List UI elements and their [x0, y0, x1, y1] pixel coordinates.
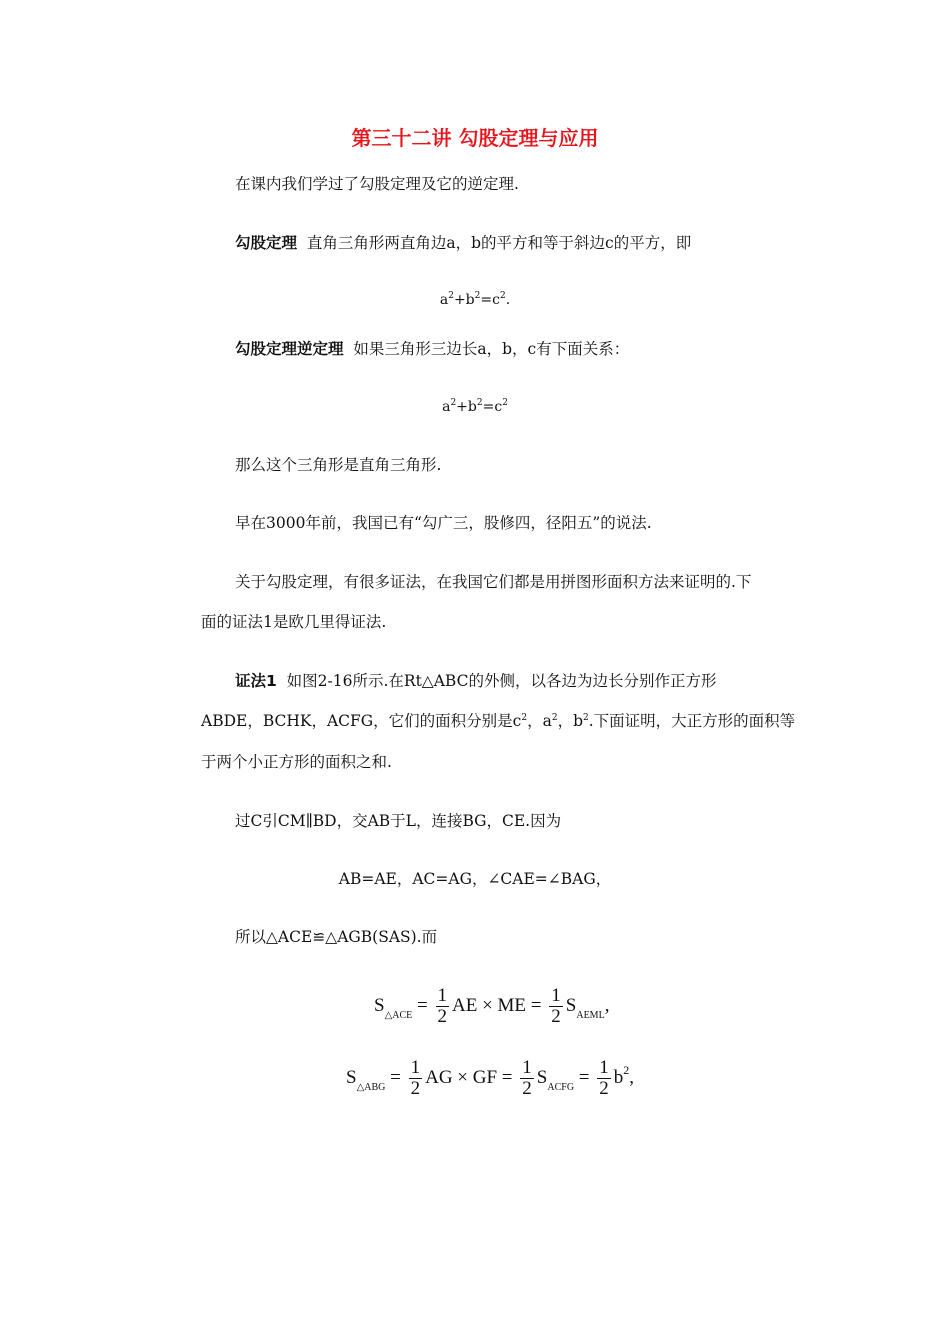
eq2-end: , [629, 1066, 635, 1088]
eq2-frac3-den: 2 [599, 1078, 609, 1099]
formula-1-exp-c: 2 [499, 291, 506, 301]
eq1-equals: = [417, 994, 428, 1016]
eq1-sub-ace: △ACE [384, 1009, 413, 1021]
history-paragraph: 早在3000年前，我国已有“勾广三，股修四，径阳五”的说法. [235, 514, 652, 532]
formula-1-b: +b [453, 292, 475, 308]
equation-1 [374, 986, 609, 1027]
congruence-paragraph: 所以△ACE≌△AGB(SAS).而 [235, 928, 438, 946]
construction-paragraph: 过C引CM∥BD，交AB于L，连接BG，CE.因为 [235, 812, 562, 830]
eq1-s: S [374, 994, 385, 1016]
eq1-frac1-den: 2 [437, 1006, 447, 1027]
eq2-exp: 2 [623, 1062, 630, 1077]
formula-1 [0, 290, 950, 310]
eq2-b: b [613, 1066, 624, 1088]
formula-1-c: =c [480, 292, 500, 308]
formula-2-b: +b [456, 399, 477, 415]
theorem-text: 直角三角形两直角边a，b的平方和等于斜边c的平方，即 [306, 234, 692, 252]
eq2-fraction-2 [520, 1058, 534, 1099]
eq2-frac1-num: 1 [410, 1057, 421, 1078]
converse-paragraph [235, 339, 629, 359]
proof1-line1 [235, 671, 716, 691]
converse-text: 如果三角形三边长a，b，c有下面关系： [353, 340, 630, 358]
eq2-frac2-den: 2 [522, 1078, 532, 1099]
eq2-frac2-num: 1 [522, 1057, 532, 1078]
proof1-line2-b: ，a [527, 712, 552, 730]
eq1-frac2-den: 2 [551, 1006, 561, 1027]
formula-1-a: a [439, 292, 449, 308]
eq1-fraction-1 [436, 986, 450, 1027]
eq2-sub-abg: △ABG [356, 1081, 386, 1093]
formula-1-exp-b: 2 [474, 291, 481, 301]
page-title: 第三十二讲 勾股定理与应用 [351, 126, 599, 150]
proof1-line3: 于两个小正方形的面积之和. [201, 753, 392, 771]
eq1-middle: AE × ME = [452, 994, 542, 1016]
formula-1-end: . [505, 292, 511, 308]
equation-2 [346, 1058, 634, 1099]
proof1-line2-d: .下面证明，大正方形的面积等 [588, 712, 796, 730]
eq2-frac3-num: 1 [599, 1057, 609, 1078]
theorem-label: 勾股定理 [235, 234, 298, 252]
proofs-paragraph-line2: 面的证法1是欧几里得证法. [201, 613, 387, 631]
proof1-line2-c: ，b [557, 712, 583, 730]
formula-2-exp-a: 2 [450, 398, 457, 408]
intro-paragraph: 在课内我们学过了勾股定理及它的逆定理. [235, 175, 519, 193]
eq2-equals: = [390, 1066, 401, 1088]
eq2-middle: AG × GF = [425, 1066, 513, 1088]
proof1-line2 [201, 711, 795, 731]
eq1-end: , [604, 994, 610, 1016]
proof1-line1-text: 如图2-16所示.在Rt△ABC的外侧，以各边为边长分别作正方形 [286, 672, 717, 690]
equalities-line: AB=AE，AC=AG，∠CAE=∠BAG， [338, 870, 612, 888]
eq1-fraction-2 [549, 986, 563, 1027]
eq2-s2: S [536, 1066, 548, 1088]
eq2-frac1-den: 2 [410, 1078, 421, 1099]
eq2-sub-acfg: ACFG [547, 1081, 575, 1093]
proof1-exp-a: 2 [551, 713, 558, 723]
proof1-line2-a: ABDE，BCHK，ACFG，它们的面积分别是c [201, 712, 522, 730]
theorem-paragraph [235, 233, 691, 253]
proofs-paragraph-line1: 关于勾股定理，有很多证法，在我国它们都是用拼图形面积方法来证明的.下 [235, 573, 752, 591]
eq1-s2: S [565, 994, 577, 1016]
proof1-exp-c: 2 [521, 713, 528, 723]
proof1-exp-b: 2 [583, 713, 589, 723]
eq1-frac2-num: 1 [551, 985, 561, 1006]
eq2-fraction-1 [409, 1058, 423, 1099]
formula-2-c: =c [482, 399, 503, 415]
formula-1-exp-a: 2 [448, 291, 454, 301]
proof1-label: 证法1 [235, 672, 277, 690]
formula-2-a: a [442, 399, 451, 415]
eq2-s: S [346, 1066, 357, 1088]
formula-2-exp-b: 2 [476, 398, 483, 408]
eq1-frac1-num: 1 [437, 985, 447, 1006]
eq2-equals-2: = [578, 1066, 590, 1088]
eq2-fraction-3 [597, 1058, 611, 1099]
then-paragraph: 那么这个三角形是直角三角形. [235, 456, 442, 474]
converse-label: 勾股定理逆定理 [235, 340, 344, 358]
formula-2 [0, 397, 950, 417]
formula-2-exp-c: 2 [502, 398, 508, 408]
eq1-sub-aeml: AEML [576, 1009, 605, 1021]
